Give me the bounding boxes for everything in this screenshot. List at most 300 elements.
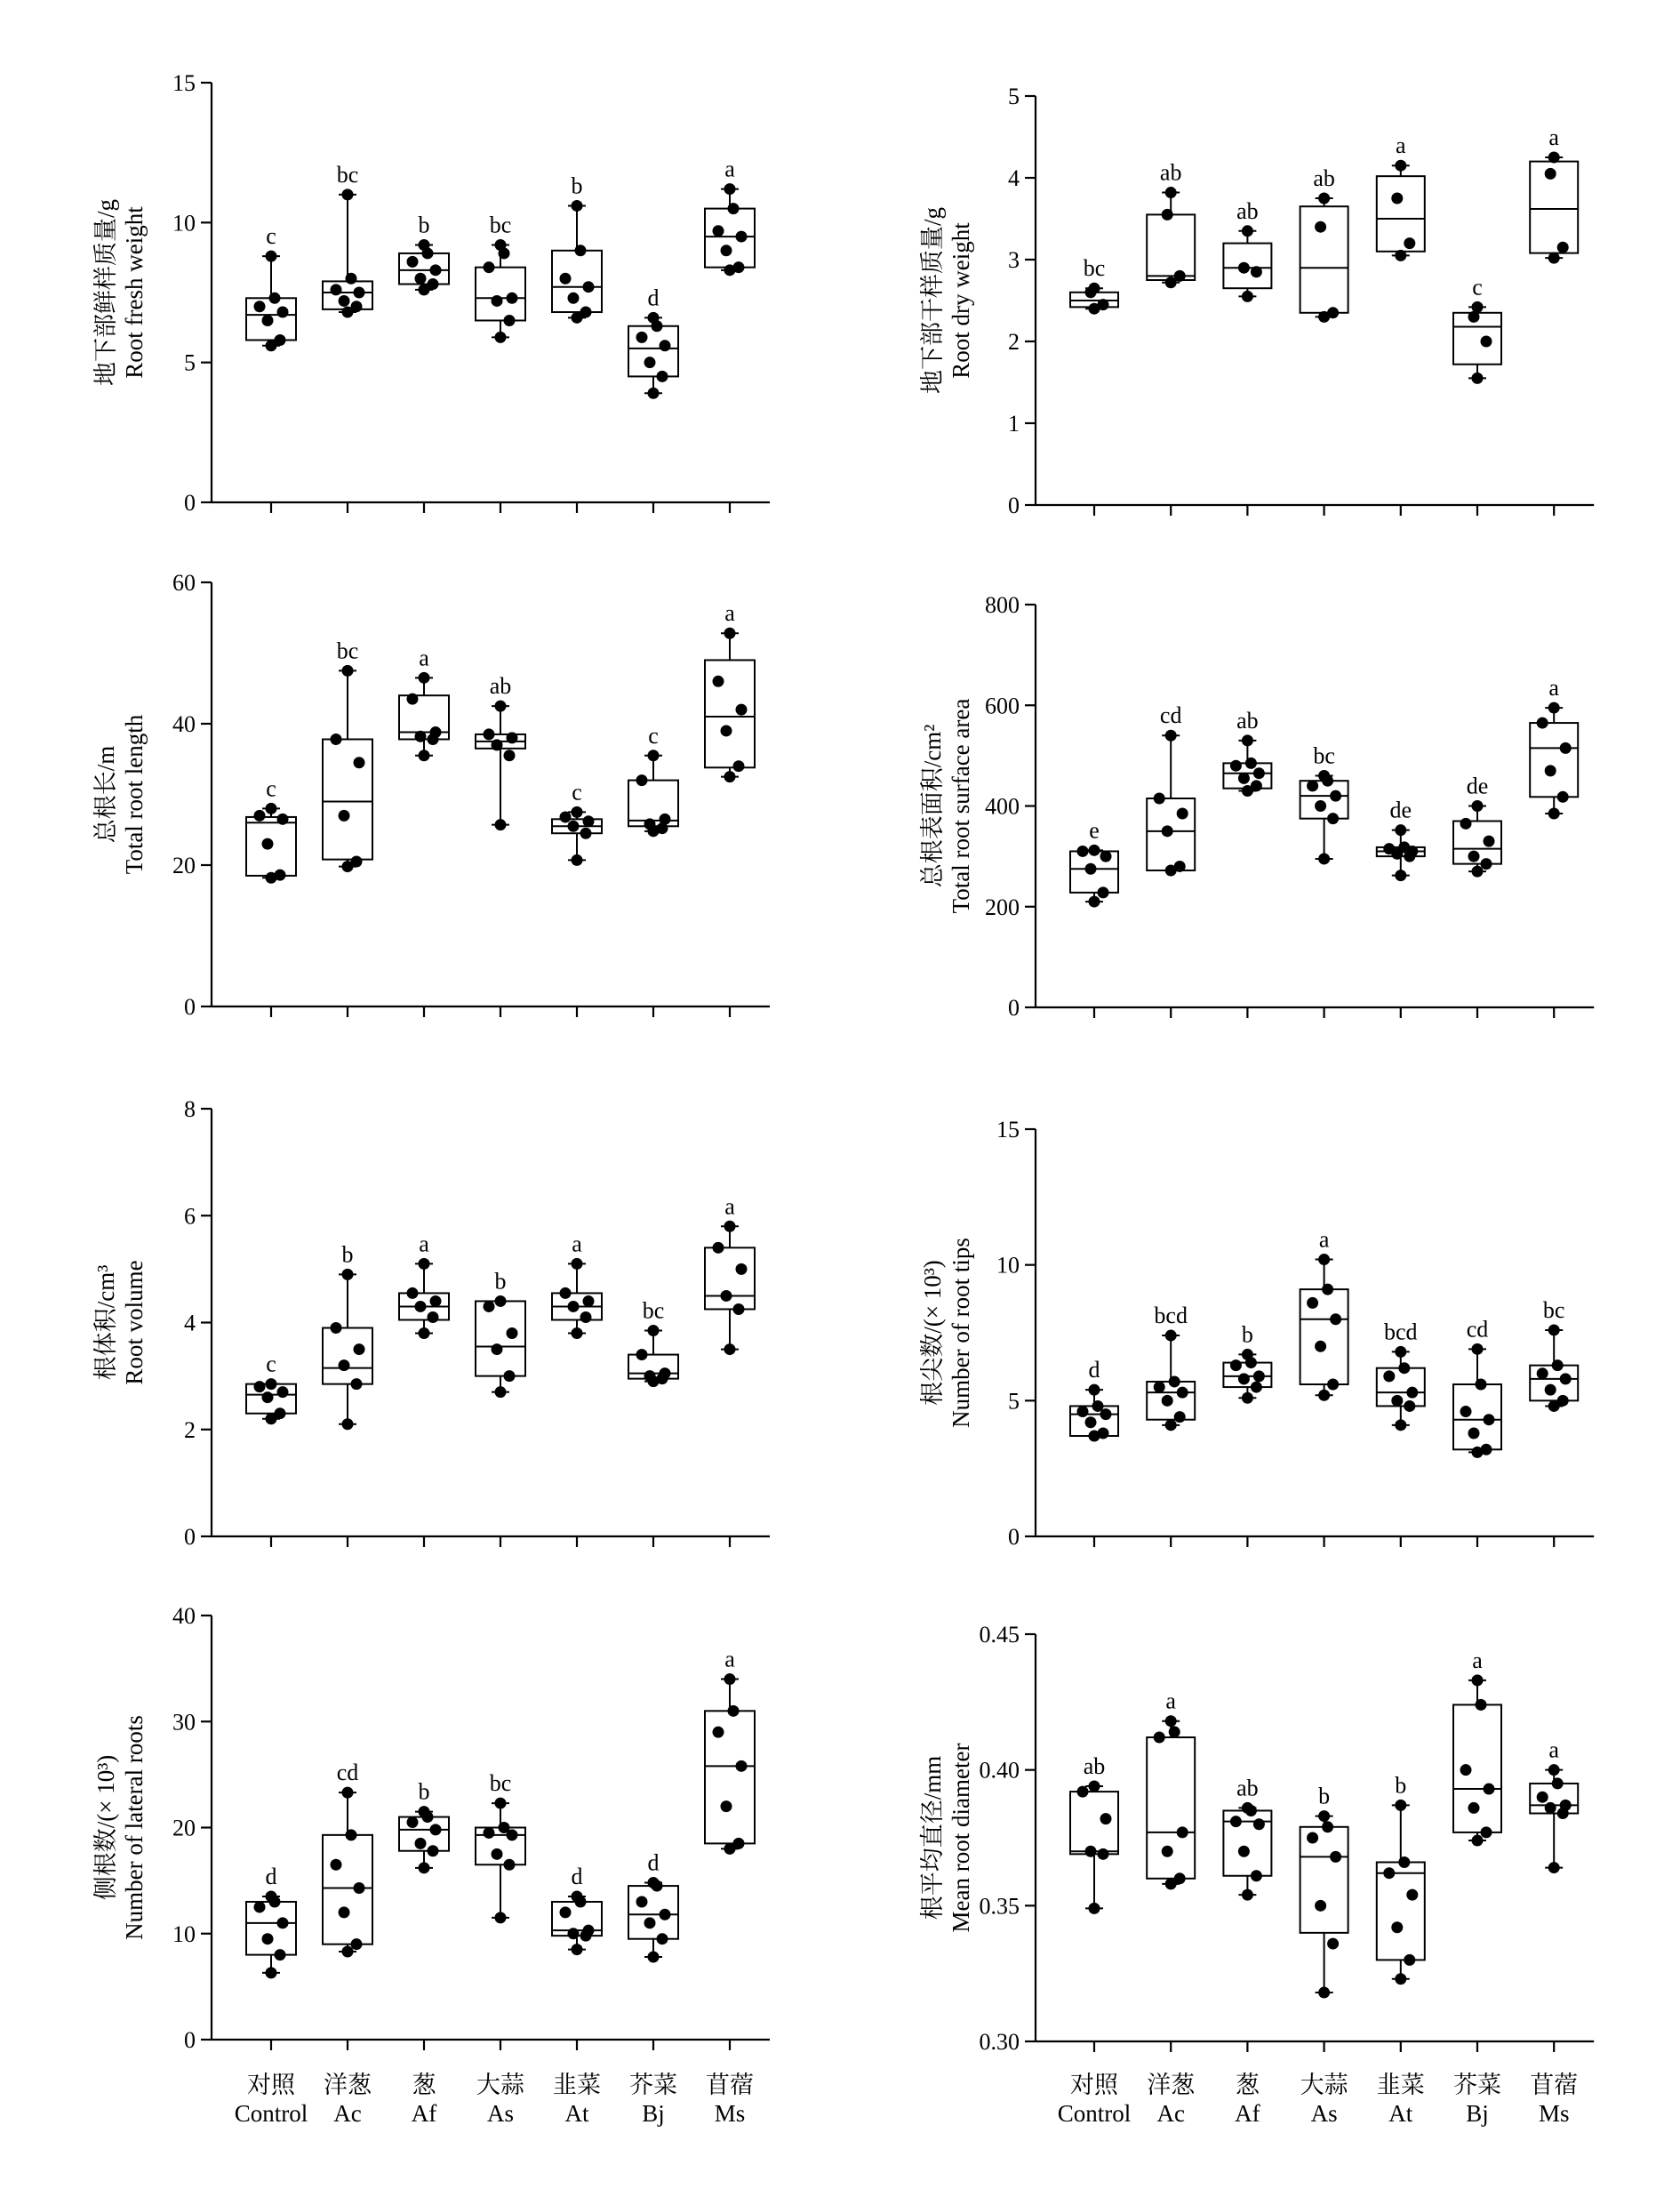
significance-letter: c <box>1472 274 1483 301</box>
data-point <box>736 1760 748 1772</box>
data-point <box>1089 1903 1100 1914</box>
data-point <box>504 750 516 761</box>
data-point <box>1318 1987 1330 1999</box>
data-point <box>342 1787 354 1799</box>
data-point <box>1472 373 1484 384</box>
y-axis-label-en: Total root length <box>121 714 148 875</box>
significance-letter: b <box>1318 1783 1331 1809</box>
box-group-control <box>1070 255 1118 516</box>
data-point <box>277 1917 289 1928</box>
data-point <box>254 1901 266 1912</box>
y-axis-label-cn: 根体积/cm³ <box>92 1264 119 1381</box>
data-point <box>407 1816 419 1828</box>
data-point <box>1238 773 1250 784</box>
data-point <box>1548 253 1560 264</box>
data-point <box>1472 1343 1484 1355</box>
data-point <box>568 821 580 832</box>
box-group-ms <box>1530 1737 1578 2052</box>
data-point <box>728 1705 740 1717</box>
data-point <box>648 388 660 399</box>
box-group-ac <box>323 1760 372 2050</box>
data-point <box>1174 861 1186 872</box>
data-point <box>1253 1370 1265 1382</box>
data-point <box>1481 1826 1492 1838</box>
data-point <box>1089 283 1100 294</box>
data-point <box>1251 1382 1262 1393</box>
data-point <box>1545 1802 1556 1814</box>
data-point <box>1162 209 1173 220</box>
iqr-box <box>1070 1792 1118 1854</box>
data-point <box>1315 1341 1326 1352</box>
data-point <box>1154 793 1165 805</box>
data-point <box>354 287 365 299</box>
category-label-cn: 洋葱 <box>324 2072 372 2098</box>
data-point <box>724 1343 736 1355</box>
data-point <box>354 1343 365 1355</box>
significance-letter: de <box>1466 773 1489 799</box>
y-tick-label: 0.45 <box>979 1622 1020 1648</box>
chart-panel-5 <box>92 1096 770 1550</box>
box-group-af <box>1223 1775 1271 2052</box>
data-point <box>492 1848 503 1860</box>
data-point <box>354 757 365 768</box>
data-point <box>1395 824 1406 836</box>
chart-panel-6 <box>919 1117 1594 1550</box>
significance-letter: bc <box>336 161 359 188</box>
data-point <box>721 1800 732 1812</box>
data-point <box>575 245 587 256</box>
data-point <box>1548 152 1560 164</box>
data-point <box>1318 853 1330 864</box>
y-tick-label: 0.35 <box>979 1893 1020 1920</box>
iqr-box <box>476 1828 525 1865</box>
data-point <box>1085 1416 1097 1428</box>
data-point <box>560 273 572 285</box>
y-tick-label: 5 <box>1008 84 1020 109</box>
data-point <box>1552 1359 1564 1371</box>
box-group-control <box>246 1864 296 2050</box>
significance-letter: a <box>419 1231 429 1257</box>
y-tick-label: 0 <box>184 490 196 516</box>
category-label-en: Bj <box>642 2100 665 2127</box>
data-point <box>1098 1427 1109 1439</box>
data-point <box>275 1407 286 1419</box>
box-group-af <box>399 1231 449 1547</box>
category-label-en: Ac <box>333 2100 362 2127</box>
data-point <box>1242 734 1253 746</box>
data-point <box>492 739 503 750</box>
box-group-as <box>476 1268 525 1547</box>
data-point <box>657 371 668 382</box>
data-point <box>724 1221 736 1232</box>
significance-letter: a <box>1548 1736 1559 1763</box>
significance-letter: bcd <box>1154 1303 1188 1329</box>
data-point <box>713 1727 724 1738</box>
data-point <box>419 1862 430 1873</box>
data-point <box>507 293 518 304</box>
significance-letter: d <box>265 1864 277 1890</box>
y-tick-label: 30 <box>172 1709 196 1736</box>
iqr-box <box>476 268 525 321</box>
data-point <box>262 315 274 326</box>
data-point <box>430 264 442 276</box>
data-point <box>1098 299 1109 310</box>
data-point <box>733 1838 745 1849</box>
data-point <box>1174 270 1186 282</box>
data-point <box>1098 886 1109 898</box>
data-point <box>1476 1379 1487 1391</box>
data-point <box>644 818 656 830</box>
significance-letter: ab <box>1313 165 1335 191</box>
data-point <box>636 332 648 343</box>
data-point <box>415 731 427 742</box>
data-point <box>266 251 277 262</box>
iqr-box <box>628 326 678 377</box>
box-group-af <box>1223 1321 1271 1547</box>
box-group-bj <box>1453 1648 1501 2052</box>
data-point <box>1557 791 1569 803</box>
significance-letter: c <box>648 722 659 749</box>
data-point <box>560 1287 572 1299</box>
data-point <box>1242 1392 1253 1404</box>
box-group-as <box>476 212 525 513</box>
data-point <box>1548 807 1560 819</box>
y-tick-label: 6 <box>184 1203 196 1230</box>
data-point <box>644 1917 656 1928</box>
y-tick-label: 0 <box>184 994 196 1020</box>
data-point <box>1481 858 1492 870</box>
data-point <box>572 854 583 866</box>
significance-letter: cd <box>1466 1316 1489 1343</box>
iqr-box <box>705 1711 755 1843</box>
y-tick-label: 0.30 <box>979 2029 1020 2055</box>
significance-letter: a <box>1548 124 1559 150</box>
data-point <box>580 307 592 318</box>
data-point <box>1395 250 1406 261</box>
iqr-box <box>1147 214 1195 280</box>
significance-letter: d <box>647 285 660 311</box>
category-label-cn: 苜蓿 <box>1530 2072 1579 2098</box>
data-point <box>254 301 266 312</box>
box-group-ms <box>705 1647 755 2050</box>
data-point <box>254 810 266 822</box>
data-point <box>1089 845 1100 856</box>
data-point <box>713 1242 724 1254</box>
data-point <box>339 295 350 307</box>
y-tick-label: 0 <box>184 2027 196 2053</box>
box-group-ac <box>1147 160 1195 516</box>
data-point <box>733 261 745 273</box>
box-group-af <box>1223 708 1271 1018</box>
data-point <box>1391 193 1403 204</box>
significance-letter: b <box>494 1268 507 1295</box>
data-point <box>1251 266 1262 277</box>
data-point <box>1154 1732 1165 1744</box>
chart-panel-1 <box>92 70 770 516</box>
box-group-control <box>1070 1753 1118 2052</box>
box-group-af <box>1223 198 1271 516</box>
data-point <box>495 819 507 830</box>
data-point <box>331 1322 342 1334</box>
data-point <box>254 1381 266 1392</box>
y-axis-label-en: Root dry weight <box>948 222 974 379</box>
data-point <box>1404 1954 1415 1966</box>
significance-letter: c <box>266 1351 276 1377</box>
y-axis-label-en: Total root surface area <box>948 698 974 914</box>
data-point <box>484 1827 495 1839</box>
data-point <box>419 1258 430 1270</box>
data-point <box>1468 851 1480 862</box>
data-point <box>1327 1938 1339 1950</box>
y-tick-label: 15 <box>996 1117 1020 1143</box>
box-group-bj <box>628 1298 678 1547</box>
category-label-en: As <box>486 2100 515 2127</box>
box-group-at <box>1377 132 1425 516</box>
significance-letter: a <box>724 600 735 627</box>
y-axis-label-en: Root fresh weight <box>121 206 148 379</box>
box-group-at <box>1377 1772 1425 2052</box>
significance-letter: ab <box>1236 707 1259 734</box>
iqr-box <box>476 1301 525 1375</box>
data-point <box>339 1906 350 1918</box>
significance-letter: e <box>1089 817 1100 844</box>
data-point <box>660 1367 671 1379</box>
chart-panel-3 <box>92 570 770 1020</box>
data-point <box>1162 825 1173 837</box>
y-axis-label-cn: 地下部鲜样质量/g <box>92 198 119 387</box>
category-label-cn: 韭菜 <box>553 2072 601 2098</box>
data-point <box>1177 807 1188 819</box>
data-point <box>583 815 595 827</box>
data-point <box>1548 1862 1560 1873</box>
chart-panel-8 <box>919 1622 1594 2055</box>
data-point <box>1484 1784 1495 1795</box>
iqr-box <box>1530 723 1578 797</box>
data-point <box>1089 1780 1100 1792</box>
data-point <box>1395 1346 1406 1358</box>
significance-letter: a <box>419 645 429 671</box>
category-label-en: As <box>1310 2100 1338 2127</box>
iqr-box <box>1147 1737 1195 1879</box>
box-group-control <box>246 1351 296 1547</box>
box-group-at <box>552 779 602 1017</box>
data-point <box>419 1327 430 1339</box>
category-label-cn: 芥菜 <box>629 2072 677 2098</box>
data-point <box>419 239 430 251</box>
data-point <box>1077 1406 1089 1417</box>
y-tick-label: 10 <box>996 1252 1020 1279</box>
data-point <box>1307 1297 1318 1309</box>
data-point <box>1330 1851 1341 1863</box>
data-point <box>721 725 732 736</box>
significance-letter: cd <box>336 1760 359 1786</box>
data-point <box>1383 843 1395 854</box>
y-tick-label: 40 <box>172 1603 196 1629</box>
data-point <box>1253 767 1265 779</box>
box-group-as <box>1300 1784 1348 2052</box>
data-point <box>648 312 660 324</box>
data-point <box>504 1370 516 1382</box>
data-point <box>262 838 274 850</box>
data-point <box>1548 1764 1560 1776</box>
data-point <box>1165 1330 1177 1342</box>
data-point <box>724 628 736 639</box>
y-tick-label: 4 <box>184 1310 196 1336</box>
data-point <box>275 334 286 346</box>
data-point <box>1307 1832 1318 1844</box>
data-point <box>572 1891 583 1903</box>
significance-letter: bc <box>489 1770 512 1797</box>
data-point <box>495 239 507 251</box>
iqr-box <box>705 660 755 767</box>
data-point <box>1560 1373 1572 1384</box>
data-point <box>724 183 736 195</box>
significance-letter: c <box>266 223 276 250</box>
data-point <box>1230 1359 1242 1371</box>
box-group-ms <box>1530 124 1578 516</box>
data-point <box>733 760 745 772</box>
y-tick-label: 1 <box>1008 411 1020 437</box>
box-group-at <box>552 1231 602 1547</box>
data-point <box>1472 1835 1484 1847</box>
data-point <box>1085 1846 1097 1857</box>
y-axis-label-en: Number of root tips <box>948 1238 974 1428</box>
data-point <box>660 814 671 825</box>
significance-letter: b <box>418 1778 430 1805</box>
data-point <box>660 340 671 351</box>
significance-letter: ab <box>489 673 512 700</box>
data-point <box>1330 790 1341 802</box>
y-axis-label-cn: 根平均直径/mm <box>919 1755 946 1920</box>
iqr-box <box>1453 1384 1501 1449</box>
data-point <box>342 188 354 200</box>
data-point <box>484 1301 495 1312</box>
data-point <box>342 665 354 677</box>
data-point <box>1545 168 1556 180</box>
significance-letter: bc <box>1542 1296 1565 1323</box>
data-point <box>277 1386 289 1398</box>
box-group-bj <box>628 1850 678 2050</box>
data-point <box>1318 1390 1330 1401</box>
box-group-at <box>552 1864 602 2050</box>
box-group-bj <box>628 723 678 1017</box>
data-point <box>495 1798 507 1809</box>
significance-letter: a <box>1165 1688 1176 1714</box>
data-point <box>1318 1810 1330 1822</box>
box-group-control <box>246 775 296 1017</box>
iqr-box <box>323 1328 372 1384</box>
data-point <box>1472 800 1484 812</box>
data-point <box>648 1325 660 1336</box>
iqr-box <box>628 1886 678 1939</box>
data-point <box>419 672 430 684</box>
iqr-box <box>1300 1827 1348 1933</box>
data-point <box>342 1418 354 1430</box>
significance-letter: b <box>418 212 430 238</box>
data-point <box>572 806 583 818</box>
iqr-box <box>246 1902 296 1955</box>
data-point <box>484 261 495 273</box>
data-point <box>1460 818 1472 830</box>
significance-letter: a <box>1318 1226 1330 1253</box>
data-point <box>1230 1816 1242 1827</box>
data-point <box>1242 1349 1253 1360</box>
y-axis-label-en: Number of lateral roots <box>121 1715 148 1940</box>
significance-letter: a <box>724 156 735 182</box>
data-point <box>736 231 748 243</box>
y-axis-label-cn: 总根表面积/cm² <box>919 724 946 888</box>
y-tick-label: 2 <box>184 1416 196 1443</box>
significance-letter: c <box>572 779 582 806</box>
data-point <box>1398 841 1410 853</box>
significance-letter: ab <box>1236 197 1259 224</box>
y-tick-label: 0 <box>1008 493 1020 518</box>
data-point <box>495 701 507 712</box>
significance-letter: bc <box>1083 255 1106 282</box>
data-point <box>1327 1379 1339 1391</box>
box-group-ms <box>705 156 755 513</box>
data-point <box>713 225 724 237</box>
data-point <box>1545 765 1556 776</box>
data-point <box>430 1824 442 1835</box>
data-point <box>1404 1400 1415 1412</box>
data-point <box>1100 851 1112 862</box>
box-group-ac <box>1147 1303 1195 1547</box>
y-tick-label: 0 <box>1008 995 1020 1021</box>
data-point <box>331 1859 342 1871</box>
category-label-cn: 对照 <box>1070 2072 1118 2098</box>
iqr-box <box>552 251 602 312</box>
box-group-at <box>1377 798 1425 1018</box>
box-group-ms <box>705 1193 755 1547</box>
data-point <box>1472 866 1484 878</box>
data-point <box>636 774 648 786</box>
data-point <box>724 1673 736 1685</box>
category-label-cn: 洋葱 <box>1147 2072 1196 2098</box>
data-point <box>275 870 286 881</box>
data-point <box>1169 1375 1180 1387</box>
data-point <box>262 1933 274 1944</box>
category-label-cn: 葱 <box>1235 2072 1260 2098</box>
data-point <box>1545 1384 1556 1396</box>
y-tick-label: 10 <box>172 210 196 237</box>
data-point <box>269 293 281 304</box>
data-point <box>572 1327 583 1339</box>
y-tick-label: 0 <box>1008 1524 1020 1550</box>
data-point <box>1318 1254 1330 1265</box>
y-tick-label: 800 <box>985 592 1020 618</box>
data-point <box>1481 1444 1492 1455</box>
data-point <box>428 1311 439 1323</box>
y-tick-label: 20 <box>172 1815 196 1841</box>
data-point <box>572 1258 583 1270</box>
data-point <box>495 332 507 343</box>
data-point <box>1395 870 1406 881</box>
data-point <box>1395 1973 1406 1984</box>
data-point <box>1318 193 1330 204</box>
data-point <box>1162 1395 1173 1407</box>
data-point <box>1468 1802 1480 1814</box>
data-point <box>1391 1395 1403 1407</box>
significance-letter: bc <box>642 1297 665 1324</box>
significance-letter: bc <box>336 637 359 664</box>
data-point <box>1537 1367 1548 1379</box>
data-point <box>495 1295 507 1307</box>
significance-letter: d <box>571 1864 583 1890</box>
data-point <box>1177 1387 1188 1399</box>
box-group-as <box>476 673 525 1017</box>
data-point <box>351 856 363 868</box>
